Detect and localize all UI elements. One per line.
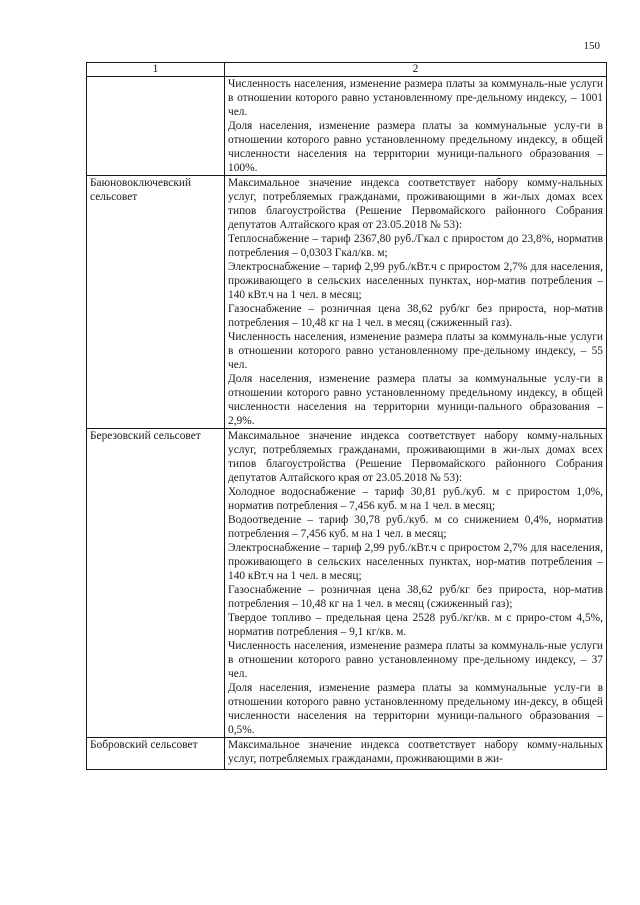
index-description [225, 176, 607, 429]
paragraph: Холодное водоснабжение – тариф 30,81 руб./куб. м с приростом 1,0%, норматив потребления – 7,456 куб. м на 1 чел. в месяц; [228, 486, 603, 512]
column-header-1: 1 [87, 63, 225, 77]
municipality-name [87, 77, 225, 176]
paragraph: Электроснабжение – тариф 2,99 руб./кВт.ч с приростом 2,7% для населения, проживающего в сельских населенных пунктах, нор-матив потребления – 140 кВт.ч на 1 чел. в месяц; [228, 542, 603, 582]
paragraph: Газоснабжение – розничная цена 38,62 руб/кг без прироста, нор-матив потребления – 10,48 кг на 1 чел. в месяц (сжиженный газ); [228, 584, 603, 610]
paragraph: Доля населения, изменение размера платы за коммунальные услу-ги в отношении которого равно установленному предельному индексу, в общей численности населения на территории муници-пального образования – 2,9%. [228, 373, 603, 427]
index-description [225, 738, 607, 770]
page-number: 150 [583, 40, 600, 52]
municipality-name: Баюновоключевский сельсовет [87, 176, 225, 429]
column-header-2: 2 [225, 63, 607, 77]
paragraph: Численность населения, изменение размера платы за коммуналь-ные услуги в отношении которого равно установленному пре-дельному индексу, – 37 чел. [228, 640, 603, 680]
table-row [87, 738, 607, 770]
municipality-name: Бобровский сельсовет [87, 738, 225, 770]
paragraph: Теплоснабжение – тариф 2367,80 руб./Гкал с приростом до 23,8%, норматив потребления – 0,0303 Гкал/кв. м; [228, 233, 603, 259]
paragraph: Максимальное значение индекса соответствует набору комму-нальных услуг, потребляемых гражданами, проживающими в жи-лых домах всех типов благоустройства (Решение Первомайского районного Собрания депутатов Алтайского края от 23.05.2018 № 53): [228, 177, 603, 231]
paragraph: Электроснабжение – тариф 2,99 руб./кВт.ч с приростом 2,7% для населения, проживающего в сельских населенных пунктах, нор-матив потребления – 140 кВт.ч на 1 чел. в месяц; [228, 261, 603, 301]
paragraph: Водоотведение – тариф 30,78 руб./куб. м со снижением 0,4%, норматив потребления – 7,456 куб. м на 1 чел. в месяц; [228, 514, 603, 540]
municipality-name: Березовский сельсовет [87, 429, 225, 738]
paragraph: Максимальное значение индекса соответствует набору комму-нальных услуг, потребляемых гражданами, проживающими в жи- [228, 739, 603, 765]
paragraph: Численность населения, изменение размера платы за коммуналь-ные услуги в отношении которого равно установленному пре-дельному индексу, – 1001 чел. [228, 78, 603, 118]
index-description [225, 77, 607, 176]
paragraph: Максимальное значение индекса соответствует набору комму-нальных услуг, потребляемых гражданами, проживающими в жи-лых домах всех типов благоустройства (Решение Первомайского районного Собрания депутатов Алтайского края от 23.05.2018 № 53): [228, 430, 603, 484]
index-description [225, 429, 607, 738]
table-row [87, 77, 607, 176]
municipal-index-table [86, 62, 607, 770]
paragraph: Численность населения, изменение размера платы за коммуналь-ные услуги в отношении которого равно установленному пре-дельному индексу, – 55 чел. [228, 331, 603, 371]
paragraph: Твердое топливо – предельная цена 2528 руб./кг/кв. м с приро-стом 4,5%, норматив потребления – 9,1 кг/кв. м. [228, 612, 603, 638]
paragraph: Доля населения, изменение размера платы за коммунальные услу-ги в отношении которого равно установленному предельному индексу, в общей численности населения на территории муници-пального образования – 100%. [228, 120, 603, 174]
table-row [87, 429, 607, 738]
table-row [87, 176, 607, 429]
paragraph: Доля населения, изменение размера платы за коммунальные услу-ги в отношении которого равно установленному предельному ин-дексу, в общей численности населения на территории муници-пального образования – 0,5%. [228, 682, 603, 736]
paragraph: Газоснабжение – розничная цена 38,62 руб/кг без прироста, нор-матив потребления – 10,48 кг на 1 чел. в месяц (сжиженный газ). [228, 303, 603, 329]
table-header-row [87, 63, 607, 77]
